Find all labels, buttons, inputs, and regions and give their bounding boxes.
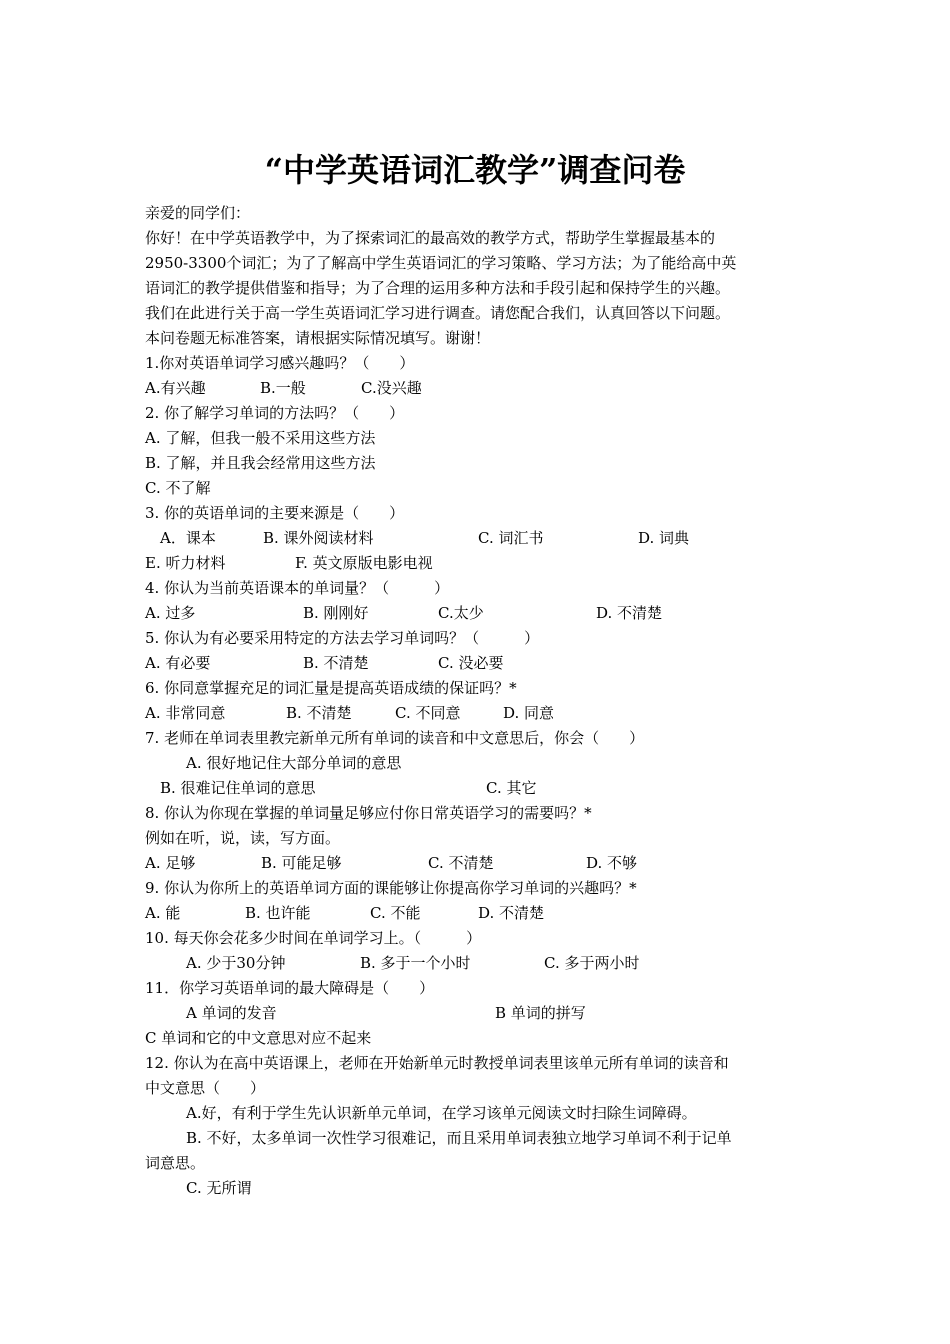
question-3: 3. 你的英语单词的主要来源是（ ） xyxy=(145,504,405,522)
option-b: B. 刚刚好 xyxy=(303,604,369,622)
question-3-options-row-1 xyxy=(145,526,845,550)
option-b: B. 不清楚 xyxy=(286,704,352,722)
intro-line-3: 语词汇的教学提供借鉴和指导；为了合理的运用多种方法和手段引起和保持学生的兴趣。 xyxy=(145,279,731,297)
intro-line-5: 本问卷题无标准答案，请根据实际情况填写。谢谢！ xyxy=(145,329,491,347)
option-b: B. 不清楚 xyxy=(303,654,369,672)
question-1: 1.你对英语单词学习感兴趣吗？（ ） xyxy=(145,354,415,372)
option-a: A 单词的发音 xyxy=(186,1004,277,1022)
option-c: C. 不能 xyxy=(370,904,421,922)
option-c: C. 没必要 xyxy=(438,654,504,672)
option-a: A. 有必要 xyxy=(145,654,211,672)
question-8-options xyxy=(145,851,845,875)
question-7-options-row-2 xyxy=(145,776,845,800)
option-e: E. 听力材料 xyxy=(145,554,226,572)
option-a: A. 非常同意 xyxy=(145,704,226,722)
question-12-line-2: 中文意思（ ） xyxy=(145,1079,266,1097)
option-b: B. 了解，并且我会经常用这些方法 xyxy=(145,454,376,472)
question-1-options xyxy=(145,376,845,400)
option-a: A. 了解，但我一般不采用这些方法 xyxy=(145,429,376,447)
option-b-continued: 词意思。 xyxy=(145,1154,206,1172)
option-c: C. 其它 xyxy=(486,779,537,797)
option-c: C. 不了解 xyxy=(145,479,211,497)
option-f: F. 英文原版电影电视 xyxy=(295,554,433,572)
question-8: 8. 你认为你现在掌握的单词量足够应付你日常英语学习的需要吗？* xyxy=(145,804,592,822)
greeting: 亲爱的同学们： xyxy=(145,204,251,222)
question-5-options xyxy=(145,651,845,675)
option-a: A．课本 xyxy=(160,529,216,547)
option-b: B 单词的拼写 xyxy=(495,1004,586,1022)
option-c: C. 不清楚 xyxy=(428,854,494,872)
question-8-note: 例如在听，说，读，写方面。 xyxy=(145,829,341,847)
option-c: C. 无所谓 xyxy=(186,1179,252,1197)
question-2: 2. 你了解学习单词的方法吗？（ ） xyxy=(145,404,405,422)
question-9-options xyxy=(145,901,845,925)
question-4: 4. 你认为当前英语课本的单词量？（ ） xyxy=(145,579,450,597)
option-d: D. 不清楚 xyxy=(596,604,663,622)
option-b: B. 课外阅读材料 xyxy=(263,529,374,547)
option-a: A. 能 xyxy=(145,904,181,922)
option-a: A. 过多 xyxy=(145,604,196,622)
question-7: 7. 老师在单词表里教完新单元所有单词的读音和中文意思后，你会（ ） xyxy=(145,729,645,747)
option-a: A. 足够 xyxy=(145,854,196,872)
option-b: B. 不好，太多单词一次性学习很难记，而且采用单词表独立地学习单词不利于记单 xyxy=(186,1129,732,1147)
option-b: B. 多于一个小时 xyxy=(360,954,471,972)
question-9: 9. 你认为你所上的英语单词方面的课能够让你提高你学习单词的兴趣吗？* xyxy=(145,879,637,897)
question-5: 5. 你认为有必要采用特定的方法去学习单词吗？（ ） xyxy=(145,629,540,647)
option-d: D. 词典 xyxy=(638,529,690,547)
option-d: D. 不够 xyxy=(586,854,638,872)
question-12: 12. 你认为在高中英语课上，老师在开始新单元时教授单词表里该单元所有单词的读音和 xyxy=(145,1054,729,1072)
option-d: D. 同意 xyxy=(503,704,555,722)
option-c: C. 词汇书 xyxy=(478,529,544,547)
question-10-options xyxy=(145,951,845,975)
option-c: C.太少 xyxy=(438,604,484,622)
option-c: C. 多于两小时 xyxy=(544,954,640,972)
option-a: A.有兴趣 xyxy=(145,379,206,397)
option-c: C 单词和它的中文意思对应不起来 xyxy=(145,1029,372,1047)
option-c: C.没兴趣 xyxy=(361,379,422,397)
question-4-options xyxy=(145,601,845,625)
intro-line-2: 2950-3300个词汇；为了了解高中学生英语词汇的学习策略、学习方法；为了能给高中英 xyxy=(145,254,737,272)
question-6: 6. 你同意掌握充足的词汇量是提高英语成绩的保证吗？* xyxy=(145,679,517,697)
question-6-options xyxy=(145,701,845,725)
question-3-options-row-2 xyxy=(145,551,845,575)
option-a: A.好，有利于学生先认识新单元单词，在学习该单元阅读文时扫除生词障碍。 xyxy=(186,1104,697,1122)
intro-line-1: 你好！在中学英语教学中，为了探索词汇的最高效的教学方式，帮助学生掌握最基本的 xyxy=(145,229,716,247)
intro-line-4: 我们在此进行关于高一学生英语词汇学习进行调查。请您配合我们，认真回答以下问题。 xyxy=(145,304,731,322)
option-c: C. 不同意 xyxy=(395,704,461,722)
option-a: A. 少于30分钟 xyxy=(186,954,286,972)
question-11: 11．你学习英语单词的最大障碍是（ ） xyxy=(145,979,435,997)
option-b: B.一般 xyxy=(260,379,306,397)
option-b: B. 很难记住单词的意思 xyxy=(160,779,316,797)
question-10: 10. 每天你会花多少时间在单词学习上。（ ） xyxy=(145,929,482,947)
page-title: “中学英语词汇教学”调查问卷 xyxy=(264,151,686,189)
option-b: B. 也许能 xyxy=(245,904,311,922)
question-11-options-row-1 xyxy=(145,1001,845,1025)
option-a: A. 很好地记住大部分单词的意思 xyxy=(186,754,402,772)
option-b: B. 可能足够 xyxy=(261,854,342,872)
option-d: D. 不清楚 xyxy=(478,904,545,922)
